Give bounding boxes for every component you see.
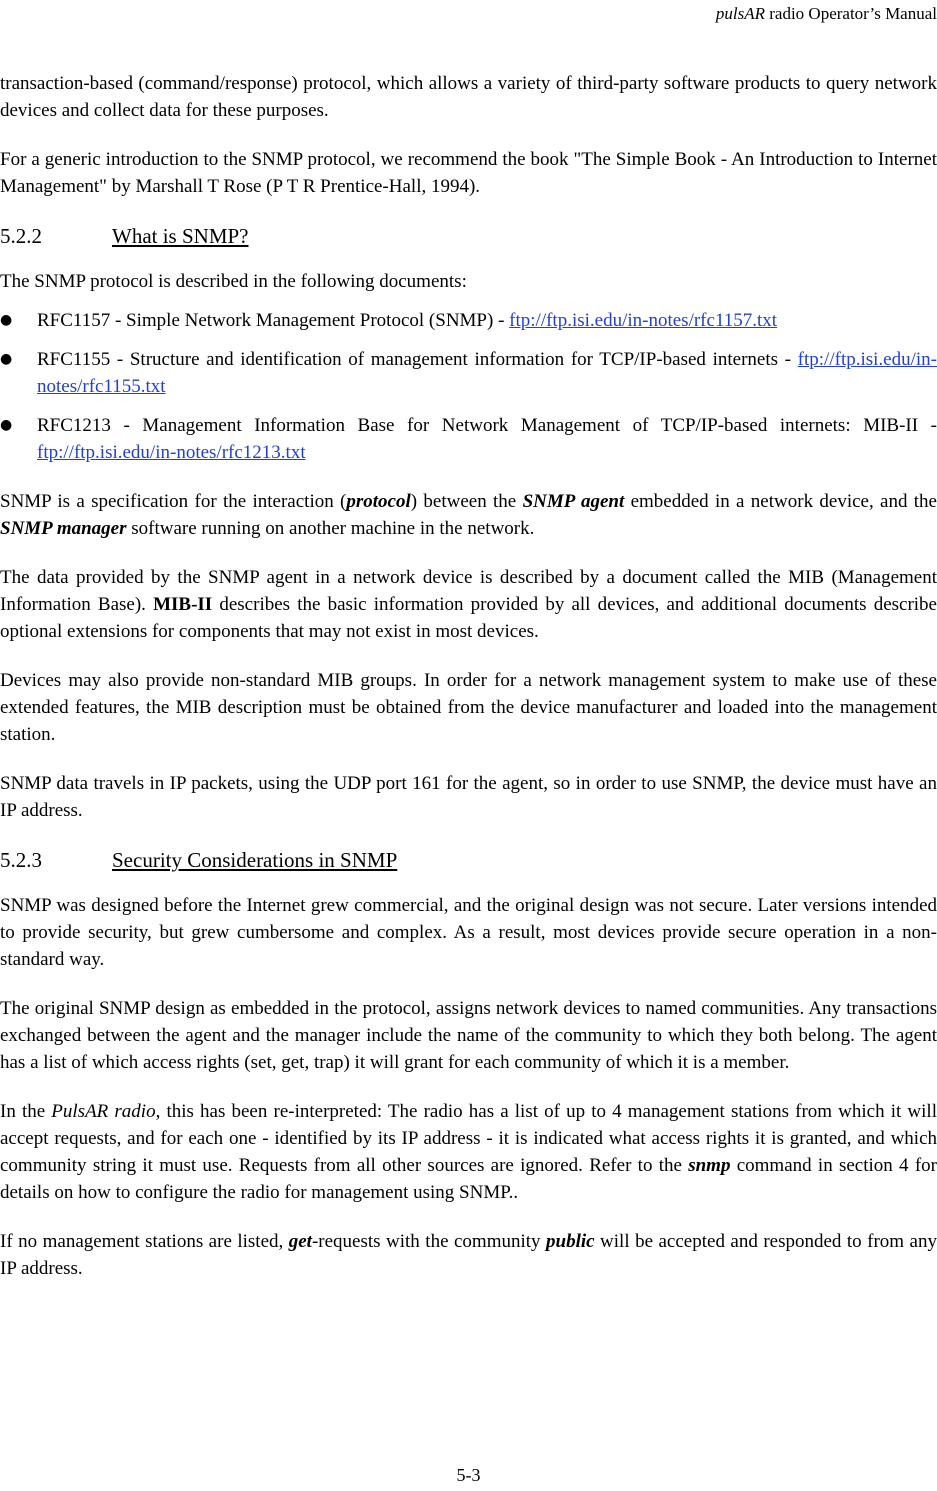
rfc1157-link[interactable]: ftp://ftp.isi.edu/in-notes/rfc1157.txt bbox=[509, 310, 778, 331]
emphasis-mib-ii: MIB-II bbox=[153, 594, 213, 615]
intro-paragraph-2: For a generic introduction to the SNMP protocol, we recommend the book "The Simple Book - An Introduction to Internet Management" by Marshall T Rose (P T R Prentice-Hall, 1994). bbox=[0, 149, 937, 197]
emphasis-public: public bbox=[546, 1231, 595, 1252]
rfc-reference-list bbox=[0, 307, 937, 466]
udp-port-paragraph: SNMP data travels in IP packets, using the UDP port 161 for the agent, so in order to use SNMP, the device must have an IP address. bbox=[0, 773, 937, 821]
header-product-name: pulsAR bbox=[715, 4, 765, 23]
list-item bbox=[0, 307, 937, 334]
snmp-design-paragraph: SNMP was designed before the Internet grew commercial, and the original design was not secure. Later versions intended to provide security, but grew cumbersome and complex. As a result, most devices provide secure operation in a non-standard way. bbox=[0, 895, 937, 970]
emphasis-snmp-command: snmp bbox=[688, 1155, 731, 1176]
section-number: 5.2.3 bbox=[0, 848, 42, 872]
text-run: command in section 4 for details on how to configure the radio for management using SNMP.. bbox=[0, 1155, 937, 1203]
text-run: embedded in a network device, and the bbox=[624, 491, 937, 512]
snmp-spec-paragraph bbox=[0, 488, 937, 542]
text-run: will be accepted and responded to from any IP address. bbox=[0, 1231, 937, 1279]
text-run: SNMP is a specification for the interaction ( bbox=[0, 491, 347, 512]
text-run: The data provided by the SNMP agent in a network device is described by a document called the MIB (Management Information Base). bbox=[0, 567, 937, 615]
section-heading-5-2-3 bbox=[0, 846, 937, 874]
text-run: ) between the bbox=[410, 491, 523, 512]
mib-paragraph bbox=[0, 564, 937, 645]
rfc-description: RFC1157 - Simple Network Management Protocol (SNMP) - bbox=[37, 310, 510, 331]
section-title: What is SNMP? bbox=[112, 224, 249, 248]
main-content bbox=[0, 70, 937, 1304]
non-standard-mib-paragraph: Devices may also provide non-standard MIB groups. In order for a network management system to make use of these extended features, the MIB description must be obtained from the device manufacturer and loaded into the management station. bbox=[0, 670, 937, 745]
text-run: If no management stations are listed, bbox=[0, 1231, 289, 1252]
bullet-icon: ● bbox=[0, 312, 13, 328]
list-item bbox=[0, 412, 937, 466]
emphasis-snmp-manager: SNMP manager bbox=[0, 518, 127, 539]
rfc-description: RFC1155 - Structure and identification of management information for TCP/IP-based internets - bbox=[37, 349, 798, 370]
rfc1213-link[interactable]: ftp://ftp.isi.edu/in-notes/rfc1213.txt bbox=[37, 442, 306, 463]
page-number: 5-3 bbox=[456, 1465, 481, 1485]
section-number: 5.2.2 bbox=[0, 224, 42, 248]
text-run: -requests with the community bbox=[311, 1231, 547, 1252]
pulsar-radio-paragraph bbox=[0, 1098, 937, 1206]
emphasis-pulsar-radio: PulsAR radio bbox=[51, 1101, 156, 1122]
running-header bbox=[716, 4, 937, 24]
text-run: software running on another machine in the network. bbox=[126, 518, 535, 539]
text-run: describes the basic information provided by all devices, and additional documents describe optional extensions for components that may not exist in most devices. bbox=[0, 594, 937, 642]
intro-paragraph-1: transaction-based (command/response) protocol, which allows a variety of third-party software products to query network devices and collect data for these purposes. bbox=[0, 73, 937, 121]
header-title-rest: radio Operator’s Manual bbox=[765, 4, 937, 23]
emphasis-snmp-agent: SNMP agent bbox=[522, 491, 625, 512]
text-run: , this has been re-interpreted: The radio has a list of up to 4 management stations from which it will accept requests, and for each one - identified by its IP address - it is indicated what access rights it is granted, and which community string it must use. Requests from all other sources are ignored. Refer to the bbox=[0, 1101, 937, 1176]
emphasis-protocol: protocol bbox=[346, 491, 411, 512]
bullet-icon: ● bbox=[0, 417, 13, 433]
rfc-description: RFC1213 - Management Information Base for Network Management of TCP/IP-based internets: MIB-II - bbox=[37, 415, 937, 436]
bullet-icon: ● bbox=[0, 351, 13, 367]
rfc1155-link[interactable]: ftp://ftp.isi.edu/in-notes/rfc1155.txt bbox=[37, 349, 937, 397]
rfc-lead-paragraph: The SNMP protocol is described in the following documents: bbox=[0, 271, 467, 292]
section-heading-5-2-2 bbox=[0, 222, 937, 250]
section-title: Security Considerations in SNMP bbox=[112, 848, 398, 872]
list-item bbox=[0, 346, 937, 400]
communities-paragraph: The original SNMP design as embedded in the protocol, assigns network devices to named communities. Any transactions exchanged between the agent and the manager include the name of the community to which they both belong. The agent has a list of which access rights (set, get, trap) it will grant for each community of which it is a member. bbox=[0, 998, 937, 1073]
emphasis-get: get bbox=[288, 1231, 312, 1252]
text-run: In the bbox=[0, 1101, 52, 1122]
public-community-paragraph bbox=[0, 1228, 937, 1282]
